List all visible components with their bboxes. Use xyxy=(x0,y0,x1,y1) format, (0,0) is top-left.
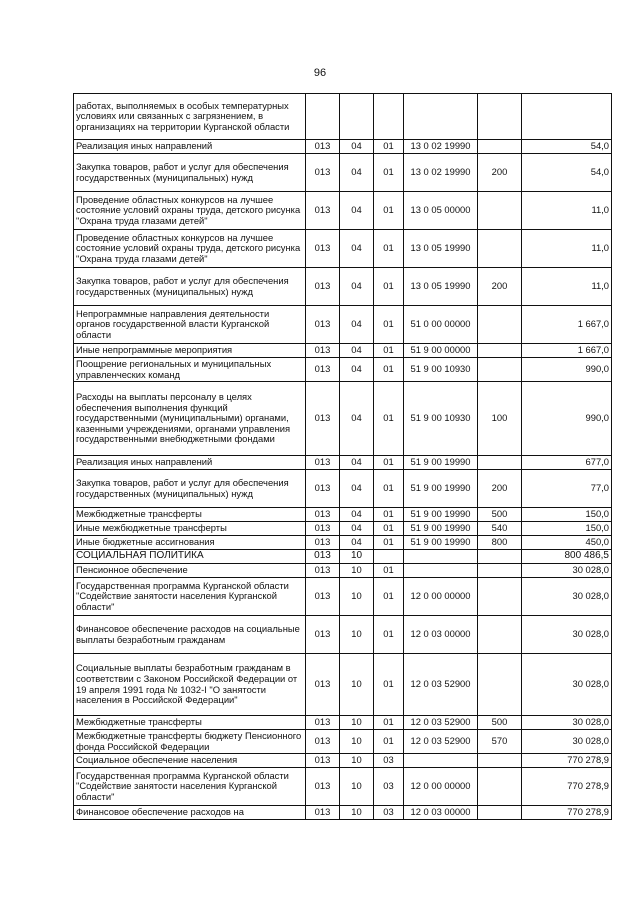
cell-subsection: 01 xyxy=(374,536,404,550)
cell-section: 10 xyxy=(340,754,374,768)
table-row xyxy=(74,536,612,550)
cell-grbs: 013 xyxy=(306,730,340,754)
cell-target-article xyxy=(404,564,478,578)
cell-subsection: 01 xyxy=(374,522,404,536)
cell-expense-type: 100 xyxy=(478,382,522,456)
cell-name: Государственная программа Курганской области "Содействие занятости населения Курганской области" xyxy=(74,578,306,616)
cell-target-article: 51 9 00 10930 xyxy=(404,358,478,382)
cell-name: Государственная программа Курганской области "Содействие занятости населения Курганской области" xyxy=(74,768,306,806)
cell-name: Закупка товаров, работ и услуг для обеспечения государственных (муниципальных) нужд xyxy=(74,470,306,508)
cell-subsection: 03 xyxy=(374,754,404,768)
cell-expense-type xyxy=(478,616,522,654)
cell-target-article: 12 0 00 00000 xyxy=(404,768,478,806)
cell-subsection: 01 xyxy=(374,382,404,456)
cell-name: Непрограммные направления деятельности органов государственной власти Курганской области xyxy=(74,306,306,344)
cell-name: Социальные выплаты безработным гражданам в соответствии с Законом Российской Федерации от 19 апреля 1991 года № 1032-I "О занятости населения в Российской Федерации" xyxy=(74,654,306,716)
cell-name: Пенсионное обеспечение xyxy=(74,564,306,578)
cell-section: 04 xyxy=(340,192,374,230)
cell-name: Финансовое обеспечение расходов на социальные выплаты безработным гражданам xyxy=(74,616,306,654)
cell-expense-type: 200 xyxy=(478,154,522,192)
cell-subsection: 01 xyxy=(374,268,404,306)
cell-subsection: 01 xyxy=(374,730,404,754)
cell-expense-type: 540 xyxy=(478,522,522,536)
page-number: 96 xyxy=(313,67,327,79)
cell-name: Иные бюджетные ассигнования xyxy=(74,536,306,550)
cell-expense-type xyxy=(478,358,522,382)
cell-amount: 1 667,0 xyxy=(522,306,612,344)
cell-expense-type xyxy=(478,140,522,154)
table-row xyxy=(74,754,612,768)
cell-section: 10 xyxy=(340,564,374,578)
cell-subsection: 01 xyxy=(374,306,404,344)
cell-grbs: 013 xyxy=(306,358,340,382)
cell-subsection: 01 xyxy=(374,616,404,654)
cell-name: Проведение областных конкурсов на лучшее состояние условий охраны труда, детского рисунка "Охрана труда глазами детей" xyxy=(74,192,306,230)
cell-section: 04 xyxy=(340,268,374,306)
table-row xyxy=(74,616,612,654)
cell-subsection: 01 xyxy=(374,564,404,578)
cell-target-article: 13 0 05 19990 xyxy=(404,268,478,306)
cell-target-article: 51 0 00 00000 xyxy=(404,306,478,344)
cell-target-article: 51 9 00 19990 xyxy=(404,522,478,536)
cell-amount: 30 028,0 xyxy=(522,716,612,730)
cell-expense-type: 570 xyxy=(478,730,522,754)
table-row xyxy=(74,94,612,140)
cell-grbs: 013 xyxy=(306,616,340,654)
cell-amount: 770 278,9 xyxy=(522,806,612,820)
cell-amount: 11,0 xyxy=(522,192,612,230)
cell-target-article: 12 0 03 52900 xyxy=(404,654,478,716)
cell-target-article: 51 9 00 19990 xyxy=(404,536,478,550)
cell-section xyxy=(340,94,374,140)
cell-amount: 770 278,9 xyxy=(522,768,612,806)
table-row xyxy=(74,456,612,470)
cell-name: Поощрение региональных и муниципальных управленческих команд xyxy=(74,358,306,382)
cell-amount: 11,0 xyxy=(522,230,612,268)
cell-section: 04 xyxy=(340,358,374,382)
cell-name: Расходы на выплаты персоналу в целях обеспечения выполнения функций государственными (муниципальными) органами, казенными учреждениями, органами управления государственными внебюджетными фондами xyxy=(74,382,306,456)
table-row xyxy=(74,192,612,230)
cell-expense-type: 800 xyxy=(478,536,522,550)
cell-name: Закупка товаров, работ и услуг для обеспечения государственных (муниципальных) нужд xyxy=(74,154,306,192)
cell-subsection: 01 xyxy=(374,456,404,470)
cell-section: 04 xyxy=(340,306,374,344)
cell-grbs: 013 xyxy=(306,192,340,230)
cell-expense-type xyxy=(478,550,522,564)
cell-grbs xyxy=(306,94,340,140)
cell-expense-type xyxy=(478,754,522,768)
cell-expense-type xyxy=(478,456,522,470)
cell-target-article: 12 0 00 00000 xyxy=(404,578,478,616)
table-body xyxy=(74,94,612,820)
cell-subsection: 01 xyxy=(374,578,404,616)
cell-amount: 990,0 xyxy=(522,358,612,382)
table-row xyxy=(74,768,612,806)
cell-amount: 150,0 xyxy=(522,508,612,522)
cell-name: Межбюджетные трансферты бюджету Пенсионного фонда Российской Федерации xyxy=(74,730,306,754)
cell-section: 10 xyxy=(340,616,374,654)
cell-grbs: 013 xyxy=(306,344,340,358)
cell-target-article: 51 9 00 19990 xyxy=(404,456,478,470)
cell-subsection: 01 xyxy=(374,508,404,522)
cell-target-article xyxy=(404,754,478,768)
cell-section: 10 xyxy=(340,716,374,730)
cell-subsection: 01 xyxy=(374,470,404,508)
cell-section: 04 xyxy=(340,456,374,470)
table-row xyxy=(74,140,612,154)
table-row xyxy=(74,522,612,536)
cell-section: 10 xyxy=(340,768,374,806)
cell-target-article: 12 0 03 00000 xyxy=(404,806,478,820)
table-row xyxy=(74,470,612,508)
cell-name: Закупка товаров, работ и услуг для обеспечения государственных (муниципальных) нужд xyxy=(74,268,306,306)
cell-name: Реализация иных направлений xyxy=(74,456,306,470)
cell-section: 10 xyxy=(340,578,374,616)
cell-grbs: 013 xyxy=(306,154,340,192)
cell-amount: 677,0 xyxy=(522,456,612,470)
cell-expense-type xyxy=(478,654,522,716)
cell-target-article: 51 9 00 10930 xyxy=(404,382,478,456)
cell-target-article: 12 0 03 00000 xyxy=(404,616,478,654)
table-row xyxy=(74,306,612,344)
cell-subsection: 01 xyxy=(374,140,404,154)
cell-expense-type xyxy=(478,344,522,358)
table-row xyxy=(74,806,612,820)
cell-target-article xyxy=(404,550,478,564)
table-row xyxy=(74,230,612,268)
cell-name: Иные межбюджетные трансферты xyxy=(74,522,306,536)
cell-target-article xyxy=(404,94,478,140)
cell-grbs: 013 xyxy=(306,768,340,806)
cell-section: 10 xyxy=(340,806,374,820)
cell-subsection xyxy=(374,94,404,140)
cell-expense-type xyxy=(478,192,522,230)
table-row xyxy=(74,344,612,358)
cell-amount: 30 028,0 xyxy=(522,564,612,578)
cell-grbs: 013 xyxy=(306,578,340,616)
cell-amount: 150,0 xyxy=(522,522,612,536)
table-row xyxy=(74,578,612,616)
cell-section: 04 xyxy=(340,230,374,268)
cell-amount: 54,0 xyxy=(522,140,612,154)
cell-section: 04 xyxy=(340,508,374,522)
cell-name: Иные непрограммные мероприятия xyxy=(74,344,306,358)
cell-section: 10 xyxy=(340,730,374,754)
cell-amount: 77,0 xyxy=(522,470,612,508)
cell-grbs: 013 xyxy=(306,306,340,344)
cell-section: 04 xyxy=(340,154,374,192)
cell-target-article: 13 0 02 19990 xyxy=(404,154,478,192)
cell-amount: 30 028,0 xyxy=(522,578,612,616)
cell-subsection: 01 xyxy=(374,154,404,192)
cell-name: Межбюджетные трансферты xyxy=(74,716,306,730)
cell-section: 04 xyxy=(340,536,374,550)
cell-target-article: 12 0 03 52900 xyxy=(404,730,478,754)
cell-grbs: 013 xyxy=(306,470,340,508)
table-row xyxy=(74,716,612,730)
cell-subsection: 01 xyxy=(374,344,404,358)
table-row xyxy=(74,508,612,522)
cell-grbs: 013 xyxy=(306,806,340,820)
cell-amount: 30 028,0 xyxy=(522,654,612,716)
cell-section: 04 xyxy=(340,344,374,358)
cell-subsection: 01 xyxy=(374,192,404,230)
cell-expense-type: 200 xyxy=(478,470,522,508)
cell-subsection: 03 xyxy=(374,768,404,806)
cell-section: 04 xyxy=(340,470,374,508)
cell-target-article: 51 9 00 00000 xyxy=(404,344,478,358)
cell-name: Проведение областных конкурсов на лучшее состояние условий охраны труда, детского рисунка "Охрана труда глазами детей" xyxy=(74,230,306,268)
cell-amount: 54,0 xyxy=(522,154,612,192)
cell-amount: 30 028,0 xyxy=(522,730,612,754)
cell-name: Реализация иных направлений xyxy=(74,140,306,154)
table-row xyxy=(74,654,612,716)
cell-amount: 800 486,5 xyxy=(522,550,612,564)
cell-grbs: 013 xyxy=(306,268,340,306)
cell-expense-type xyxy=(478,806,522,820)
cell-grbs: 013 xyxy=(306,382,340,456)
cell-grbs: 013 xyxy=(306,654,340,716)
cell-amount: 990,0 xyxy=(522,382,612,456)
cell-subsection: 01 xyxy=(374,654,404,716)
cell-target-article: 51 9 00 19990 xyxy=(404,470,478,508)
table-row xyxy=(74,154,612,192)
cell-expense-type xyxy=(478,578,522,616)
cell-amount: 1 667,0 xyxy=(522,344,612,358)
cell-subsection: 01 xyxy=(374,230,404,268)
cell-amount: 450,0 xyxy=(522,536,612,550)
cell-grbs: 013 xyxy=(306,536,340,550)
cell-subsection xyxy=(374,550,404,564)
cell-subsection: 03 xyxy=(374,806,404,820)
cell-grbs: 013 xyxy=(306,140,340,154)
cell-amount: 30 028,0 xyxy=(522,616,612,654)
cell-expense-type xyxy=(478,94,522,140)
cell-name: Финансовое обеспечение расходов на xyxy=(74,806,306,820)
cell-section: 10 xyxy=(340,654,374,716)
cell-grbs: 013 xyxy=(306,508,340,522)
cell-expense-type xyxy=(478,768,522,806)
budget-table xyxy=(73,93,612,820)
cell-grbs: 013 xyxy=(306,754,340,768)
table-row xyxy=(74,358,612,382)
cell-target-article: 13 0 05 19990 xyxy=(404,230,478,268)
cell-grbs: 013 xyxy=(306,230,340,268)
cell-target-article: 51 9 00 19990 xyxy=(404,508,478,522)
table-row xyxy=(74,268,612,306)
cell-amount: 770 278,9 xyxy=(522,754,612,768)
table-row xyxy=(74,382,612,456)
cell-name: СОЦИАЛЬНАЯ ПОЛИТИКА xyxy=(74,550,306,564)
cell-section: 04 xyxy=(340,382,374,456)
cell-expense-type: 500 xyxy=(478,716,522,730)
cell-expense-type xyxy=(478,564,522,578)
cell-target-article: 13 0 02 19990 xyxy=(404,140,478,154)
cell-expense-type: 500 xyxy=(478,508,522,522)
cell-expense-type xyxy=(478,230,522,268)
cell-section: 04 xyxy=(340,522,374,536)
table-row xyxy=(74,550,612,564)
cell-amount: 11,0 xyxy=(522,268,612,306)
cell-name: Социальное обеспечение населения xyxy=(74,754,306,768)
cell-name: работах, выполняемых в особых температурных условиях или связанных с загрязнением, в организациях на территории Курганской области xyxy=(74,94,306,140)
cell-name: Межбюджетные трансферты xyxy=(74,508,306,522)
cell-subsection: 01 xyxy=(374,716,404,730)
cell-amount xyxy=(522,94,612,140)
cell-grbs: 013 xyxy=(306,716,340,730)
cell-expense-type: 200 xyxy=(478,268,522,306)
table-row xyxy=(74,564,612,578)
cell-subsection: 01 xyxy=(374,358,404,382)
cell-section: 04 xyxy=(340,140,374,154)
cell-target-article: 12 0 03 52900 xyxy=(404,716,478,730)
cell-expense-type xyxy=(478,306,522,344)
cell-target-article: 13 0 05 00000 xyxy=(404,192,478,230)
cell-grbs: 013 xyxy=(306,550,340,564)
table-row xyxy=(74,730,612,754)
cell-grbs: 013 xyxy=(306,564,340,578)
cell-grbs: 013 xyxy=(306,522,340,536)
cell-section: 10 xyxy=(340,550,374,564)
cell-grbs: 013 xyxy=(306,456,340,470)
